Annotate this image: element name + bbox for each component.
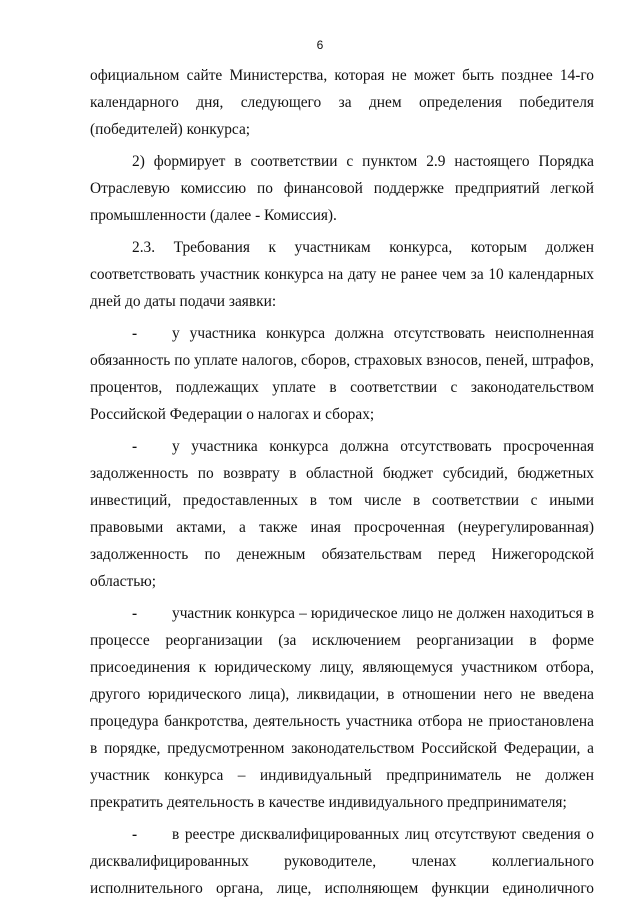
list-item-text: в реестре дисквалифицированных лиц отсутствуют сведения о дисквалифицированных руководителе, членах коллегиального исполнительного органа, лице, исполняющем функции единоличного [90, 826, 594, 897]
paragraph-section-2-3: 2.3. Требования к участникам конкурса, которым должен соответствовать участник конкурса на дату не ранее чем за 10 календарных дней до даты подачи заявки: [90, 239, 594, 310]
paragraph-continuation: официальном сайте Министерства, которая не может быть позднее 14-го календарного дня, следующего за днем определения победителя (победителей) конкурса; [90, 67, 594, 138]
list-item [90, 320, 594, 428]
dash-marker: - [132, 605, 138, 622]
list-item [90, 821, 594, 902]
list-item-text: участник конкурса – юридическое лицо не должен находиться в процессе реорганизации (за исключением реорганизации в форме присоединения к юридическому лицу, являющемуся участником отбора, другого юридического лица), ликвидации, в отношении него не введена процедура банкротства, деятельность участника отбора не приостановлена в порядке, предусмотренном законодательством Российской Федерации, а участник конкурса – индивидуальный предприниматель не должен прекратить деятельность в качестве индивидуального предпринимателя; [90, 605, 594, 811]
list-item-text: у участника конкурса должна отсутствовать неисполненная обязанность по уплате налогов, сборов, страховых взносов, пеней, штрафов, процентов, подлежащих уплате в соответствии с законодательством Российской Федерации о налогах и сборах; [90, 325, 594, 423]
dash-marker: - [132, 325, 138, 342]
document-body [90, 62, 594, 907]
paragraph-item-2: 2) формирует в соответствии с пунктом 2.9 настоящего Порядка Отраслевую комиссию по финансовой поддержке предприятий легкой промышленности (далее - Комиссия). [90, 153, 594, 224]
dash-marker: - [132, 438, 138, 455]
page-number: 6 [316, 38, 324, 52]
dash-marker: - [132, 826, 138, 843]
list-item [90, 433, 594, 595]
list-item-text: у участника конкурса должна отсутствовать просроченная задолженность по возврату в областной бюджет субсидий, бюджетных инвестиций, предоставленных в том числе в соответствии с иными правовыми актами, а также иная просроченная (неурегулированная) задолженность по денежным обязательствам перед Нижегородской областью; [90, 438, 594, 590]
list-item [90, 600, 594, 816]
